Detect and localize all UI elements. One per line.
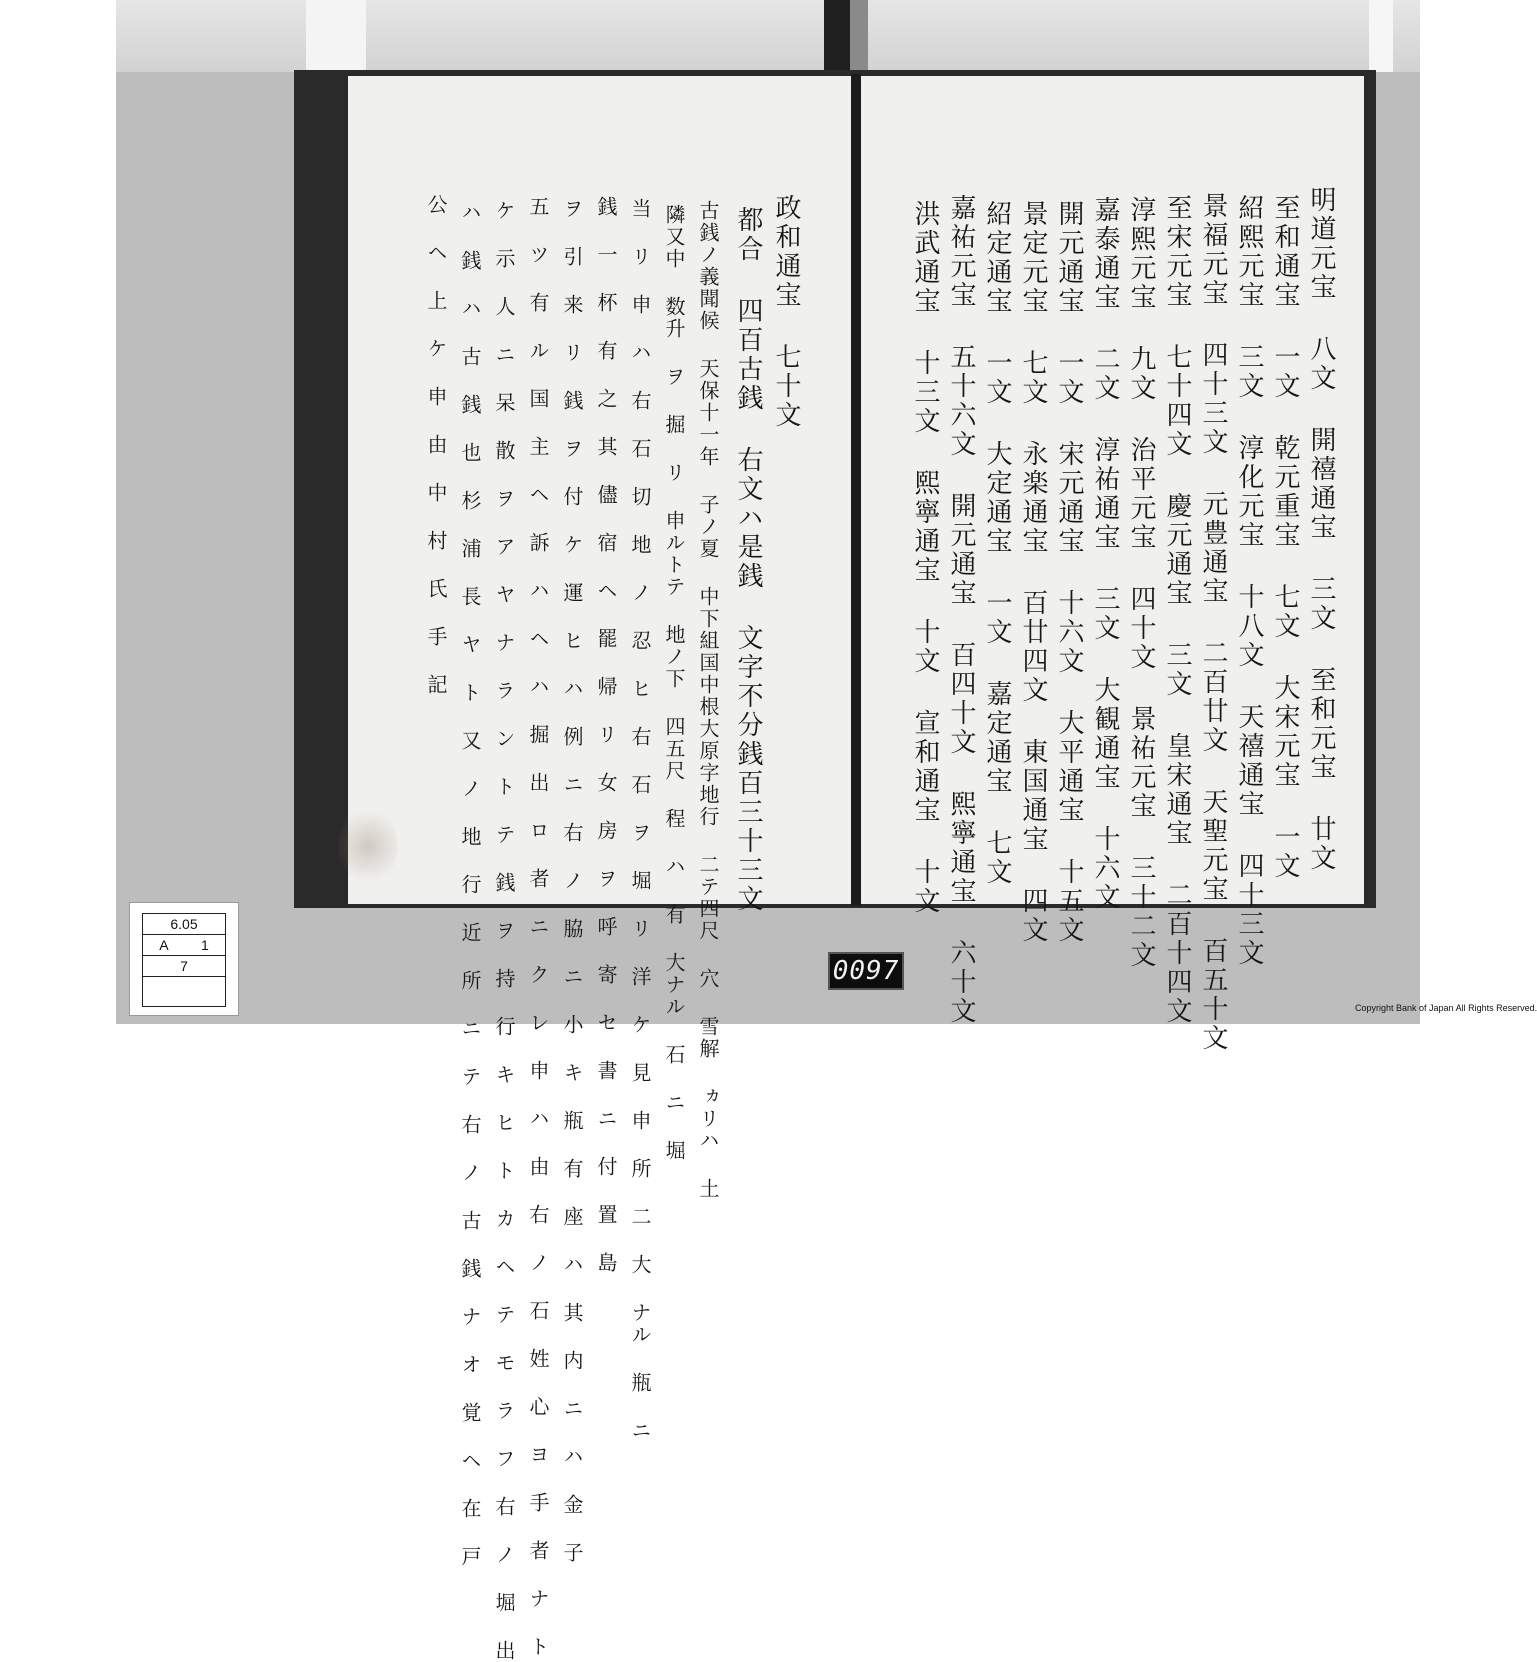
book-edge-top-mid-dark <box>824 0 850 72</box>
left-col-8: 五 ツ 有 ル 国 主 ヘ 訴 ハ ヘ ハ 掘 出 ロ 者 ニ ク レ 申 ハ 由 右 ノ 石 姓 心 ヨ 手 者 ナ ト <box>526 196 550 1658</box>
book-spine <box>851 74 861 906</box>
right-col-6: 淳熙元宝 九文 治平元宝 四十文 景祐元宝 三十二文 <box>1126 196 1156 970</box>
catalog-cell-item: 7 <box>143 956 225 977</box>
left-col-7: ヲ 引 来 リ 銭 ヲ 付 ケ 運 ヒ ハ 例 ニ 右 ノ 脇 ニ 小 キ 瓶 有 座 ハ 其 内 ニ ハ 金 子 <box>560 198 584 1564</box>
left-col-9: ケ 示 人 ニ 呆 散 ヲ ア ヤ ナ ラ ン ト テ 銭 ヲ 持 行 キ ヒ ト カ ヘ テ モ ラ フ 右 ノ 堀 出 <box>492 200 516 1662</box>
right-col-3: 紹熙元宝 三文 淳化元宝 十八文 天禧通宝 四十三文 <box>1234 194 1264 968</box>
left-col-1: 政和通宝 七十文 <box>771 194 801 430</box>
right-col-4: 景福元宝 四十三文 元豊通宝 二百廿文 天聖元宝 百五十文 <box>1198 192 1228 1053</box>
right-col-5: 至宋元宝 七十四文 慶元通宝 三文 皇宋通宝 二百十四文 <box>1162 194 1192 1026</box>
left-page <box>348 76 851 1662</box>
copyright-notice: Copyright Bank of Japan All Rights Reserved. <box>1355 1003 1537 1013</box>
left-col-5: 当 リ 申 ハ 右 石 切 地 ノ 忍 ヒ 右 石 ヲ 堀 リ 洋 ケ 見 申 所 二 大 ナル 瓶 ニ <box>628 198 652 1442</box>
catalog-cell-empty <box>143 977 225 1006</box>
right-col-1: 明道元宝 八文 開禧通宝 三文 至和元宝 廿文 <box>1306 186 1336 873</box>
right-col-2: 至和通宝 一文 乾元重宝 七文 大宋元宝 一文 <box>1270 194 1300 881</box>
right-col-7: 嘉泰通宝 二文 淳祐通宝 三文 大観通宝 十六文 <box>1090 196 1120 912</box>
microfilm-frame <box>116 0 1420 1662</box>
shelf-top-strip <box>116 0 1420 72</box>
left-col-4: 隣又中 数升 ヲ 掘 リ 申ルトテ 地ノ下 四五尺 程 ハ 有 大ナル 石 ニ 堀 <box>662 204 686 1162</box>
book-edge-top-mid <box>850 0 868 72</box>
left-col-10: ハ 銭 ハ 古 銭 也 杉 浦 長 ヤ ト 又 ノ 地 行 近 所 ニ テ 右 ノ 古 銭 ナ オ 覚 ヘ 在 戸 <box>458 202 482 1568</box>
left-col-2: 都合 四百古銭 右文ハ是銭 文字不分銭百三十三文 <box>733 206 763 914</box>
right-col-11: 嘉祐元宝 五十六文 開元通宝 百四十文 熙寧通宝 六十文 <box>946 194 976 1026</box>
water-stain <box>338 806 398 886</box>
right-col-9: 景定元宝 七文 永楽通宝 百廿四文 東国通宝 四文 <box>1018 200 1048 945</box>
right-col-12: 洪武通宝 十三文 熙寧通宝 十文 宣和通宝 十文 <box>910 200 940 916</box>
catalog-shelf-letter: A <box>159 937 169 953</box>
catalog-cell-code: 6.05 <box>143 914 225 935</box>
book-edge-top-left <box>306 0 366 72</box>
catalog-label <box>129 902 239 1016</box>
left-col-11: 公 ヘ 上 ケ 申 由 中 村 氏 手 記 <box>424 194 448 696</box>
right-col-10: 紹定通宝 一文 大定通宝 一文 嘉定通宝 七文 <box>982 200 1012 887</box>
book-edge-top-right <box>1369 0 1393 72</box>
frame-number: 0097 <box>828 952 904 990</box>
catalog-shelf-number: 1 <box>200 937 209 953</box>
left-col-6: 銭 一 杯 有 之 其 儘 宿 ヘ 罷 帰 リ 女 房 ヲ 呼 寄 セ 書 ニ 付 置 島 <box>594 196 618 1274</box>
catalog-grid <box>142 913 226 1007</box>
left-col-3: 古銭ノ義聞候 天保十一年 子ノ夏 中下組国中根大原字地行 二テ四尺 穴 雪解 ヵリハ 土 <box>696 200 720 1200</box>
right-col-8: 開元通宝 一文 宋元通宝 十六文 大平通宝 十五文 <box>1054 200 1084 945</box>
catalog-cell-shelf <box>143 935 225 956</box>
